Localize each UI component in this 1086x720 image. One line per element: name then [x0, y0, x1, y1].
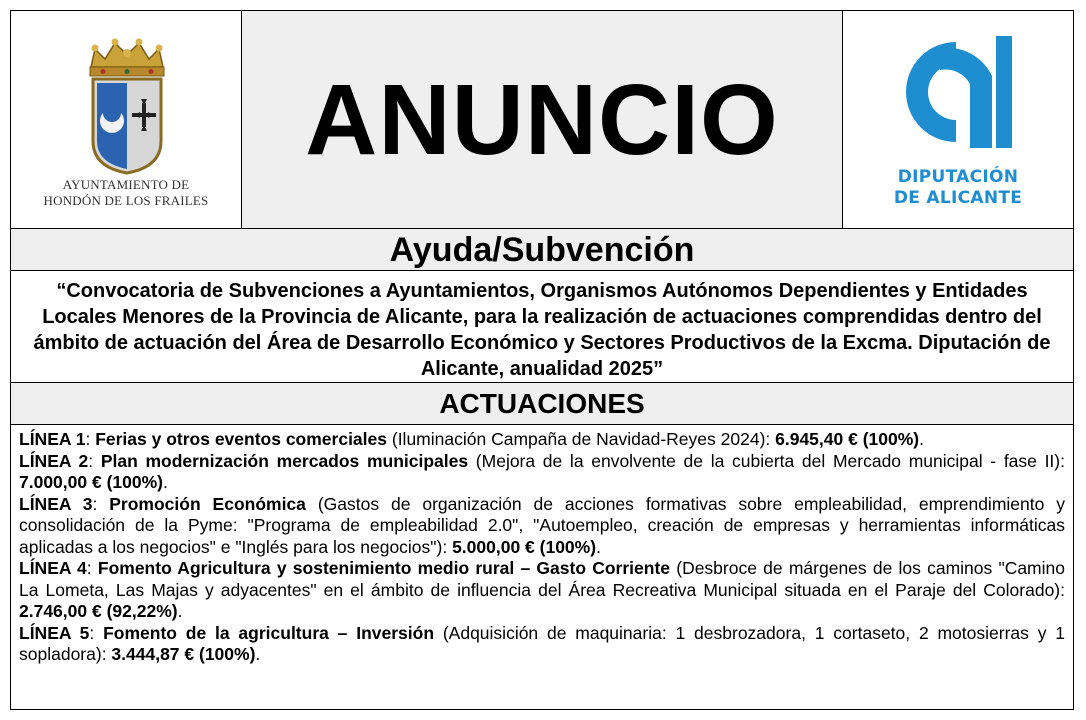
linea-amount: 6.945,40 € (100%)	[775, 429, 920, 449]
linea-sep: :	[86, 558, 98, 578]
linea-desc: (Adquisición de maquinaria: 1 desbrozadora, 1 cortaseto, 2 motosierras y 1 sopladora):	[19, 622, 1065, 664]
diputacion-line1: DIPUTACIÓN	[897, 167, 1019, 187]
linea-sep: :	[85, 429, 96, 449]
linea-desc: (Mejora de la envolvente de la cubierta del Mercado municipal - fase II):	[468, 450, 1065, 471]
diputacion-name	[843, 167, 1073, 209]
linea-end: .	[596, 536, 601, 557]
linea-label: LÍNEA 2	[19, 450, 89, 471]
linea-item	[19, 558, 1065, 623]
linea-sep: :	[89, 622, 104, 643]
linea-label: LÍNEA 3	[19, 493, 93, 514]
actuaciones-title: ACTUACIONES	[11, 383, 1073, 425]
linea-item	[19, 623, 1065, 666]
linea-name: Promoción Económica	[109, 493, 306, 514]
linea-name: Plan modernización mercados municipales	[100, 450, 469, 471]
page-title: ANUNCIO	[305, 63, 779, 176]
linea-end: .	[255, 644, 261, 664]
header	[11, 11, 1073, 229]
ayuntamiento-logo-cell	[11, 11, 242, 228]
linea-name: Fomento Agricultura y sostenimiento medio rural – Gasto Corriente	[97, 558, 671, 578]
section-title: Ayuda/Subvención	[11, 229, 1073, 271]
diputacion-alicante-logo-icon	[843, 36, 1073, 166]
linea-desc: (Iluminación Campaña de Navidad-Reyes 2024):	[387, 429, 776, 449]
linea-desc: (Gastos de organización de acciones formativas sobre empleabilidad, emprendimiento y consolidación de la Pyme: "Programa de empleabilidad 2.0", "Autoempleo, creación de empresas y herramientas informáticas aplicadas a los negocios" e "Inglés para los negocios"):	[19, 493, 1065, 557]
linea-amount: 3.444,87 € (100%)	[111, 644, 256, 664]
linea-name: Ferias y otros eventos comerciales	[95, 429, 387, 449]
linea-sep: :	[92, 493, 110, 514]
linea-item	[19, 451, 1065, 494]
linea-item	[19, 494, 1065, 559]
linea-sep: :	[88, 450, 101, 471]
diputacion-line2: DE ALICANTE	[893, 188, 1023, 208]
linea-desc: (Desbroce de márgenes de los caminos "Camino La Lometa, Las Majas y adyacentes" en el ámbito de influencia del Área Recreativa Municipal situada en el Paraje del Colorado):	[19, 558, 1065, 600]
linea-end: .	[177, 601, 183, 621]
convocatoria-text: “Convocatoria de Subvenciones a Ayuntamientos, Organismos Autónomos Dependientes y Entidades Locales Menores de la Provincia de Alicante, para la realización de actuaciones comprendidas dentro del ámbito de actuación del Área de Desarrollo Económico y Sectores Productivos de la Excma. Diputación de Alicante, anualidad 2025”	[11, 271, 1073, 383]
coat-of-arms-icon	[81, 33, 173, 175]
ayuntamiento-line1: AYUNTAMIENTO DE	[62, 177, 190, 192]
linea-label: LÍNEA 1	[19, 429, 86, 449]
linea-label: LÍNEA 5	[19, 622, 90, 643]
linea-end: .	[919, 429, 924, 449]
diputacion-logo-cell	[843, 11, 1073, 228]
linea-end: .	[163, 472, 168, 492]
linea-amount: 5.000,00 € (100%)	[452, 536, 597, 557]
title-cell	[242, 11, 843, 228]
ayuntamiento-name	[11, 177, 241, 209]
announcement-frame	[10, 10, 1074, 710]
linea-label: LÍNEA 4	[19, 558, 87, 578]
linea-amount: 2.746,00 € (92,22%)	[19, 601, 178, 621]
lineas-list	[11, 425, 1073, 666]
linea-name: Fomento de la agricultura – Inversión	[103, 622, 435, 643]
linea-item	[19, 429, 1065, 451]
ayuntamiento-line2: HONDÓN DE LOS FRAILES	[43, 193, 209, 208]
linea-amount: 7.000,00 € (100%)	[19, 472, 163, 492]
